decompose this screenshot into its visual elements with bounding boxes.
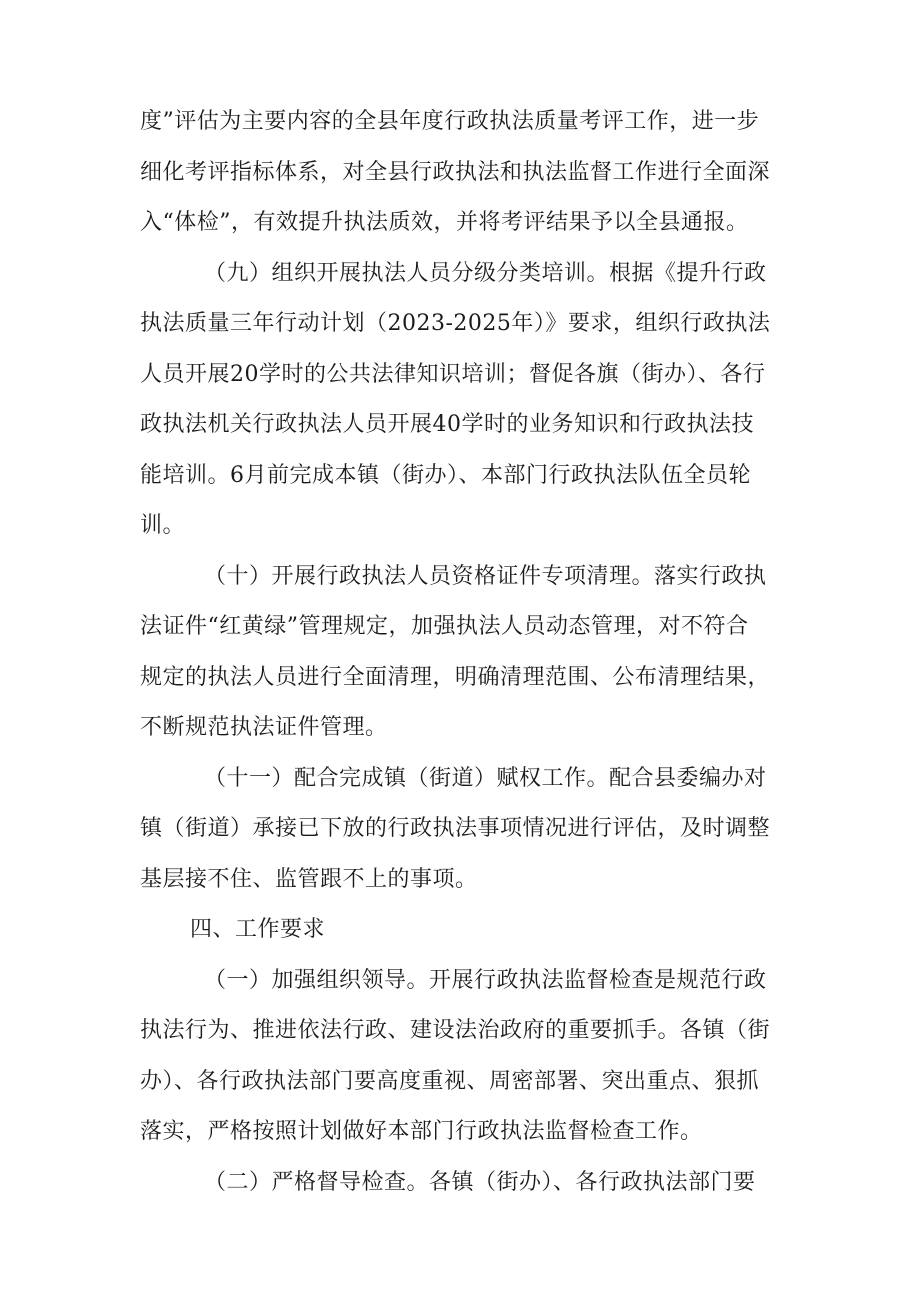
text-line: 执法质量三年行动计划（2023-2025年）》要求，组织行政执法 (140, 311, 771, 336)
paragraph-first-line: （十一）配合完成镇（街道）赋权工作。配合县委编办对 (204, 766, 767, 791)
section-heading: 四、工作要求 (190, 917, 326, 942)
text-line: 训。 (140, 513, 186, 538)
paragraph-first-line: （十）开展行政执法人员资格证件专项清理。落实行政执 (204, 564, 767, 589)
text-line: 政执法机关行政执法人员开展40学时的业务知识和行政执法技 (140, 412, 754, 437)
text-line: 细化考评指标体系，对全县行政执法和执法监督工作进行全面深 (140, 160, 771, 185)
text-line: 执法行为、推进依法行政、建设法治政府的重要抓手。各镇（街 (140, 1018, 771, 1043)
text-line: 度”评估为主要内容的全县年度行政执法质量考评工作，进一步 (140, 109, 760, 134)
text-line: 落实，严格按照计划做好本部门行政执法监督检查工作。 (140, 1119, 703, 1144)
text-line: 办）、各行政执法部门要高度重视、周密部署、突出重点、狠抓 (140, 1069, 760, 1094)
paragraph-first-line: （九）组织开展执法人员分级分类培训。根据《提升行政 (204, 261, 767, 286)
paragraph-first-line: （一）加强组织领导。开展行政执法监督检查是规范行政 (204, 968, 767, 993)
paragraph-first-line: （二）严格督导检查。各镇（街办）、各行政执法部门要 (204, 1170, 756, 1195)
text-line: 规定的执法人员进行全面清理，明确清理范围、公布清理结果， (140, 665, 771, 690)
text-line: 能培训。6月前完成本镇（街办）、本部门行政执法队伍全员轮 (140, 463, 751, 488)
text-line: 法证件“红黄绿”管理规定，加强执法人员动态管理，对不符合 (140, 614, 749, 639)
text-line: 基层接不住、监管跟不上的事项。 (140, 867, 478, 892)
text-line: 人员开展20学时的公共法律知识培训；督促各旗（街办）、各行 (140, 362, 766, 387)
text-line: 入“体检”，有效提升执法质效，并将考评结果予以全县通报。 (140, 210, 749, 235)
text-line: 不断规范执法证件管理。 (140, 715, 388, 740)
text-line: 镇（街道）承接已下放的行政执法事项情况进行评估，及时调整 (140, 816, 771, 841)
